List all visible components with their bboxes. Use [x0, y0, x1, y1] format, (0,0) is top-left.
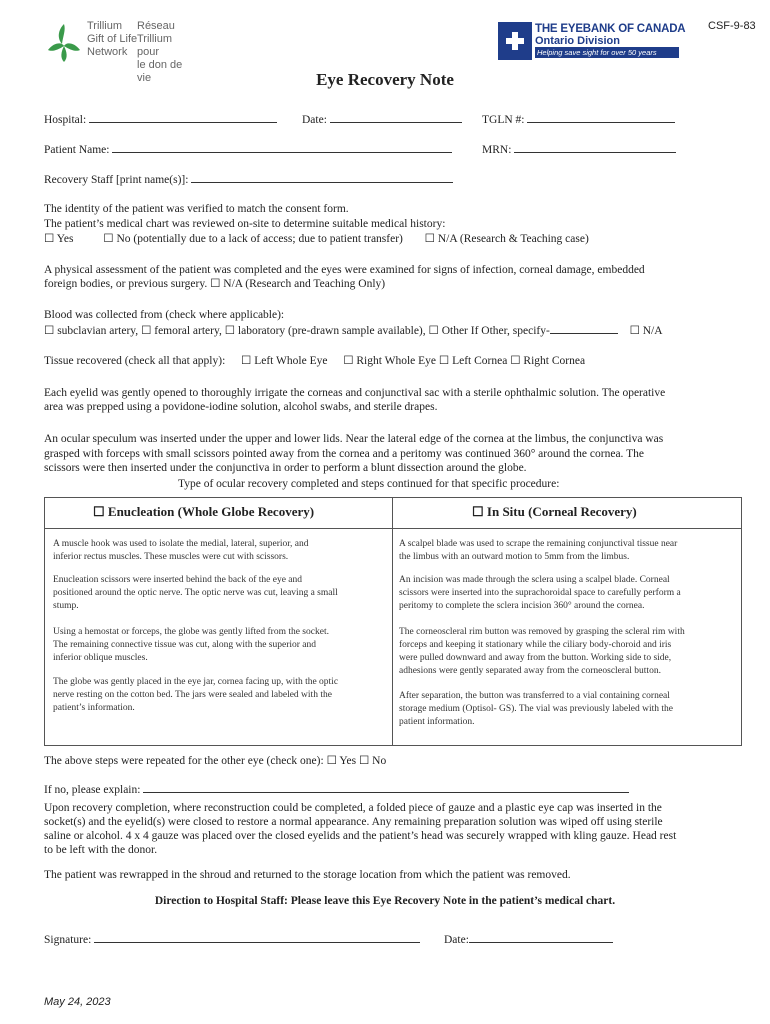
mrn-label: MRN:: [482, 144, 512, 156]
consent-options: [44, 232, 589, 246]
checkbox-icon[interactable]: ☐: [210, 278, 221, 290]
enucleation-step-2: Enucleation scissors were inserted behind the back of the eye and positioned around the optic nerve. The optic nerve was cut, leaving a small stump.: [53, 575, 338, 611]
speculum-line-1: An ocular speculum was inserted under the upper and lower lids. Near the lateral edge of the cornea at the limbus, the conjunctiva was: [44, 433, 664, 445]
date-label: Date:: [302, 114, 327, 126]
blood-femoral-label: femoral artery,: [154, 325, 222, 337]
checkbox-icon[interactable]: ☐: [93, 504, 105, 519]
logo-right-line-1: Réseau: [137, 20, 175, 32]
hospital-input-line[interactable]: [89, 112, 277, 123]
checkbox-icon[interactable]: ☐: [326, 755, 337, 767]
blood-na-label: N/A: [642, 325, 663, 337]
enucleation-header: [93, 504, 314, 520]
enucleation-step-3: Using a hemostat or forceps, the globe was gently lifted from the socket. The remaining connective tissue was cut, along with the superior and inferior oblique muscles.: [53, 627, 329, 663]
blood-options: [44, 323, 663, 338]
signature-label: Signature:: [44, 934, 92, 946]
checkbox-icon[interactable]: ☐: [224, 325, 236, 337]
eyelid-line-1: Each eyelid was gently opened to thoroughly irrigate the corneas and conjunctival sac with a sterile ophthalmic solution. The operative: [44, 387, 666, 399]
checkbox-icon[interactable]: ☐: [358, 755, 370, 767]
logo-left-line-2: Gift of Life: [87, 33, 138, 45]
tgln-field[interactable]: [482, 112, 675, 127]
patient-name-input-line[interactable]: [112, 142, 452, 153]
tissue-right-cornea-label: Right Cornea: [523, 355, 586, 367]
assessment-line-1: A physical assessment of the patient was completed and the eyes were examined for signs of infection, corneal damage, embedded: [44, 264, 645, 276]
blood-laboratory-label: laboratory (pre-drawn sample available),: [237, 325, 426, 337]
checkbox-icon[interactable]: ☐: [629, 325, 640, 337]
logo-right-line-2: Trillium pour: [137, 33, 173, 58]
tissue-right-whole-label: Right Whole Eye: [356, 355, 437, 367]
date-input-line[interactable]: [330, 112, 462, 123]
checkbox-icon[interactable]: ☐: [510, 355, 521, 367]
logo-left-line-1: Trillium: [87, 20, 123, 32]
checkbox-icon[interactable]: ☐: [44, 325, 55, 337]
consent-no-label: No (potentially due to a lack of access; due to patient transfer): [116, 233, 403, 245]
checkbox-icon[interactable]: ☐: [241, 355, 252, 367]
consent-line-1: The identity of the patient was verified to match the consent form.: [44, 203, 349, 215]
footer-date: May 24, 2023: [44, 996, 111, 1008]
logo-left-line-3: Network: [87, 46, 128, 58]
repeat-no-label: No: [372, 755, 387, 767]
consent-na-label: N/A (Research & Teaching case): [437, 233, 589, 245]
hospital-field[interactable]: [44, 112, 277, 127]
explain-field[interactable]: [44, 782, 629, 797]
assessment-line-2-text: foreign bodies, or previous surgery.: [44, 278, 208, 290]
eyelid-line-2: area was prepped using a povidone-iodine solution, alcohol swabs, and sterile drapes.: [44, 401, 438, 413]
date-field[interactable]: [302, 112, 462, 127]
explain-input-line[interactable]: [143, 782, 629, 793]
signature-date-input-line[interactable]: [469, 932, 613, 943]
checkbox-icon[interactable]: ☐: [103, 233, 114, 245]
repeat-label: The above steps were repeated for the other eye (check one):: [44, 755, 324, 767]
checkbox-icon[interactable]: ☐: [44, 233, 55, 245]
recovery-staff-label: Recovery Staff [print name(s)]:: [44, 174, 189, 186]
eyebank-tagline: Helping save sight for over 50 years: [535, 47, 679, 58]
assessment-na-label: N/A (Research and Teaching Only): [223, 278, 386, 290]
recovery-staff-field[interactable]: [44, 172, 453, 187]
completion-line-4: to be left with the donor.: [44, 844, 158, 856]
tissue-left-whole-label: Left Whole Eye: [254, 355, 328, 367]
direction-note: Direction to Hospital Staff: Please leave this Eye Recovery Note in the patient’s medical chart.: [154, 895, 616, 907]
eyebank-cross-icon: [498, 22, 532, 60]
logo-right-line-3: le don de vie: [137, 59, 183, 84]
in-situ-header: [472, 504, 637, 520]
signature-date-label: Date:: [444, 934, 469, 946]
checkbox-icon[interactable]: ☐: [424, 233, 435, 245]
blood-subclavian-label: subclavian artery,: [57, 325, 139, 337]
eyebank-name: THE EYEBANK OF CANADA: [535, 23, 686, 35]
blood-label: Blood was collected from (check where applicable):: [44, 309, 285, 321]
recovery-staff-input-line[interactable]: [191, 172, 453, 183]
checkbox-icon[interactable]: ☐: [428, 325, 439, 337]
table-header-divider: [44, 528, 741, 529]
completion-line-1: Upon recovery completion, where reconstruction could be completed, a folded piece of gauze and a plastic eye cap was inserted in the: [44, 802, 662, 814]
in-situ-step-1: A scalpel blade was used to scrape the remaining conjunctival tissue near the limbus with an outward motion to 5mm from the limbus.: [399, 539, 678, 562]
in-situ-step-4: After separation, the button was transferred to a vial containing corneal storage medium (Optisol- GS). The vial was previously labeled with the patient information.: [399, 691, 673, 727]
completion-line-3: saline or alcohol. 4 x 4 gauze was placed over the closed eyelids and the patient’s head was securely wrapped with kling gauze. Head rest: [44, 830, 677, 842]
repeat-row: [44, 754, 386, 768]
enucleation-step-4: The globe was gently placed in the eye jar, cornea facing up, with the optic nerve resting on the cotton bed. The jars were sealed and labeled with the patient’s information.: [53, 677, 339, 713]
patient-name-field[interactable]: [44, 142, 452, 157]
tissue-row: [44, 354, 585, 368]
checkbox-icon[interactable]: ☐: [472, 504, 484, 519]
eyebank-logo: [498, 22, 686, 60]
enucleation-step-1: A muscle hook was used to isolate the medial, lateral, superior, and inferior rectus muscles. These muscles were cut with scissors.: [53, 539, 309, 562]
signature-input-line[interactable]: [94, 932, 420, 943]
mrn-field[interactable]: [482, 142, 676, 157]
blood-other-input-line[interactable]: [550, 323, 618, 334]
tgln-input-line[interactable]: [527, 112, 675, 123]
trillium-logo: [44, 20, 194, 84]
assessment-line-2: [44, 277, 385, 291]
page-title: Eye Recovery Note: [316, 70, 454, 89]
checkbox-icon[interactable]: ☐: [141, 325, 152, 337]
table-column-divider: [392, 497, 393, 745]
speculum-line-2: grasped with forceps with small scissors pointed away from the cornea and a peritomy was continued 360° around the cornea. The: [44, 448, 644, 460]
in-situ-step-3: The corneoscleral rim button was removed by grasping the scleral rim with forceps and keeping it stationary while the ciliary body-choroid and iris were pulled downward and away from the button. Working side to side, adhesions were gently separated away from the corneoscleral button.: [399, 627, 685, 676]
checkbox-icon[interactable]: ☐: [438, 355, 450, 367]
form-code: CSF-9-83: [708, 20, 756, 32]
checkbox-icon[interactable]: ☐: [343, 355, 354, 367]
speculum-line-3: scissors were then inserted under the conjunctiva in order to perform a blunt dissection around the globe.: [44, 462, 527, 474]
shroud-text: The patient was rewrapped in the shroud and returned to the storage location from which the patient was removed.: [44, 869, 571, 881]
enucleation-header-label: Enucleation (Whole Globe Recovery): [107, 504, 315, 519]
repeat-yes-label: Yes: [339, 755, 357, 767]
explain-label: If no, please explain:: [44, 784, 141, 796]
mrn-input-line[interactable]: [514, 142, 676, 153]
tissue-left-cornea-label: Left Cornea: [452, 355, 508, 367]
completion-line-2: socket(s) and the eyelid(s) were closed to restore a normal appearance. Any remaining preparation solution was wiped off using sterile: [44, 816, 663, 828]
blood-other-label: Other If Other, specify-: [441, 325, 550, 337]
in-situ-step-2: An incision was made through the sclera using a scalpel blade. Corneal scissors were inserted into the suprachoroidal space to carefully perform a peritomy to complete the sclera incision 360° around the cornea.: [399, 575, 681, 611]
signature-field[interactable]: [44, 932, 420, 947]
in-situ-header-label: In Situ (Corneal Recovery): [486, 504, 637, 519]
hospital-label: Hospital:: [44, 114, 87, 126]
tissue-label: Tissue recovered (check all that apply):: [44, 355, 226, 367]
trillium-leaf-icon: [44, 20, 84, 64]
eyebank-division: Ontario Division: [535, 35, 620, 47]
tgln-label: TGLN #:: [482, 114, 525, 126]
consent-line-2: The patient’s medical chart was reviewed on-site to determine suitable medical history:: [44, 218, 446, 230]
speculum-line-4: Type of ocular recovery completed and steps continued for that specific procedure:: [178, 478, 560, 490]
signature-date-field[interactable]: [444, 932, 613, 947]
patient-name-label: Patient Name:: [44, 144, 110, 156]
consent-yes-label: Yes: [56, 233, 74, 245]
